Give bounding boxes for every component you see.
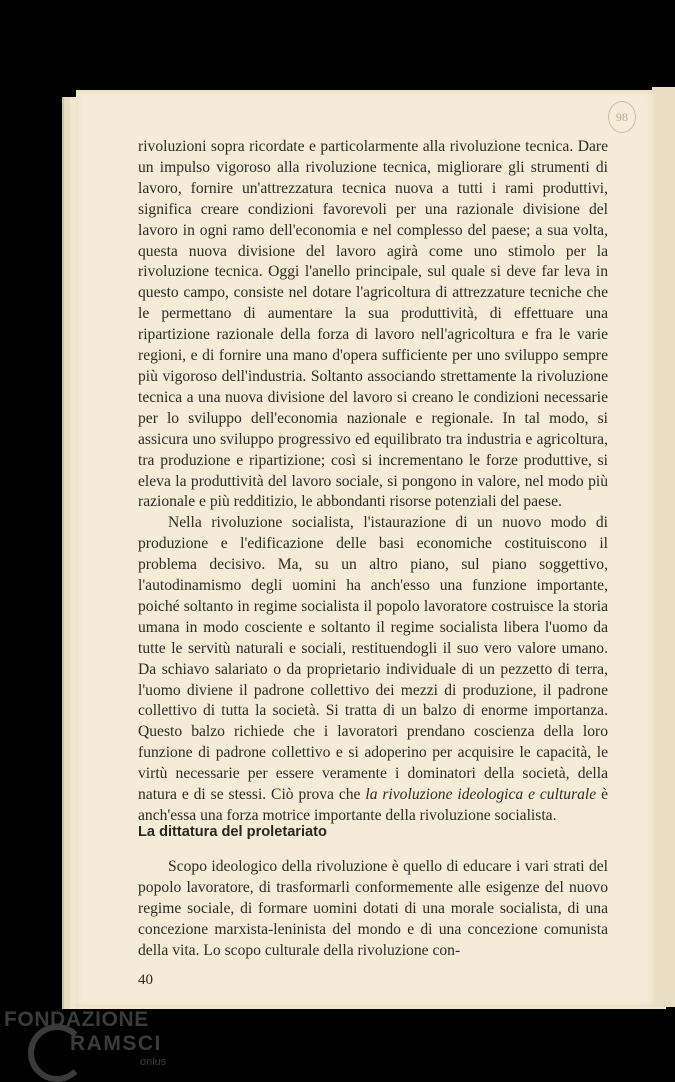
page-number: 40 [138, 972, 153, 988]
corner-annotation: 98 [608, 101, 636, 133]
body-text-bottom [138, 857, 608, 962]
logo-text-line1: FONDAZIONE [4, 1008, 149, 1031]
paragraph-2-text-b: è anch'essa una forza motrice importante della rivoluzione socialista. [138, 786, 608, 824]
paragraph-2-italic: la rivoluzione ideologica e culturale [365, 786, 597, 804]
body-text-top [138, 137, 608, 827]
paragraph-1: rivoluzioni sopra ricordate e particolarmente alla rivoluzione tecnica. Dare un impulso vigoroso alla rivoluzione tecnica, migliorare gli strumenti di lavoro, fornire un'attrezzatura tecnica nuova a tutti i rami produttivi, significa creare condizioni favorevoli per una razionale divisione del lavoro in ogni ramo dell'economia e nel complesso del paese; a sua volta, questa nuova divisione del lavoro agirà come uno stimolo per la rivoluzione tecnica. Oggi l'anello principale, sul quale si deve far leva in questo campo, consiste nel dotare l'agricoltura di attrezzature tecniche che le permettano di aumentare la sua produttività, di effettuare una ripartizione razionale della forza di lavoro nell'agricoltura e fra le varie regioni, e di fornire una mano d'opera sufficiente per uno sviluppo sempre più vigoroso dell'industria. Soltanto associando strettamente la rivoluzione tecnica a una nuova divisione del lavoro si creano le condizioni necessarie per lo sviluppo dell'economia nazionale e regionale. In tal modo, si assicura uno sviluppo progressivo ed equilibrato tra industria e agricoltura, tra produzione e ripartizione; così si incrementano le forze produttive, si eleva la produttività del lavoro sociale, si pongono in valore, nel modo più razionale e più redditizio, le abbondanti risorse potenziali del paese. [138, 138, 608, 511]
logo-text-line2: RAMSCI [70, 1032, 162, 1055]
section-heading: La dittatura del proletariato [138, 824, 327, 840]
fondazione-gramsci-logo [4, 1008, 179, 1078]
paragraph-3: Scopo ideologico della rivoluzione è quello di educare i vari strati del popolo lavoratore, di trasformarli conformemente alle esigenze del nuovo regime sociale, di formare uomini dotati di una morale socialista, di una concezione marxista-leninista del mondo e di una concezione comunista della vita. Lo scopo culturale della rivoluzione con- [138, 858, 608, 959]
logo-text-onlus: onlus [140, 1056, 167, 1068]
facing-page-edge [652, 87, 675, 1007]
paragraph-2-text-a: Nella rivoluzione socialista, l'istaurazione di un nuovo modo di produzione e l'edificazione delle basi economiche costituiscono il problema decisivo. Ma, su un altro piano, sul piano soggettivo, l'autodinamismo degli uomini ha anch'esso una funzione importante, poiché soltanto in regime socialista il popolo lavoratore costruisce la storia umana in modo cosciente e soltanto il regime socialista libera l'uomo da tutte le servitù naturali e sociali, restituendogli il suo vero valore umano. Da schiavo salariato o da proprietario individuale di un pezzetto di terra, l'uomo diviene il padrone collettivo dei mezzi di produzione, il padrone collettivo di tutta la società. Si tratta di un balzo di enorme importanza. Questo balzo richiede che i lavoratori prendano coscienza della loro funzione di padrone collettivo e si adoperino per acquisire le capacità, le virtù necessarie per essere veramente i dominatori della società, della natura e di se stessi. Ciò prova che [138, 514, 608, 804]
paragraph-2 [138, 513, 608, 827]
